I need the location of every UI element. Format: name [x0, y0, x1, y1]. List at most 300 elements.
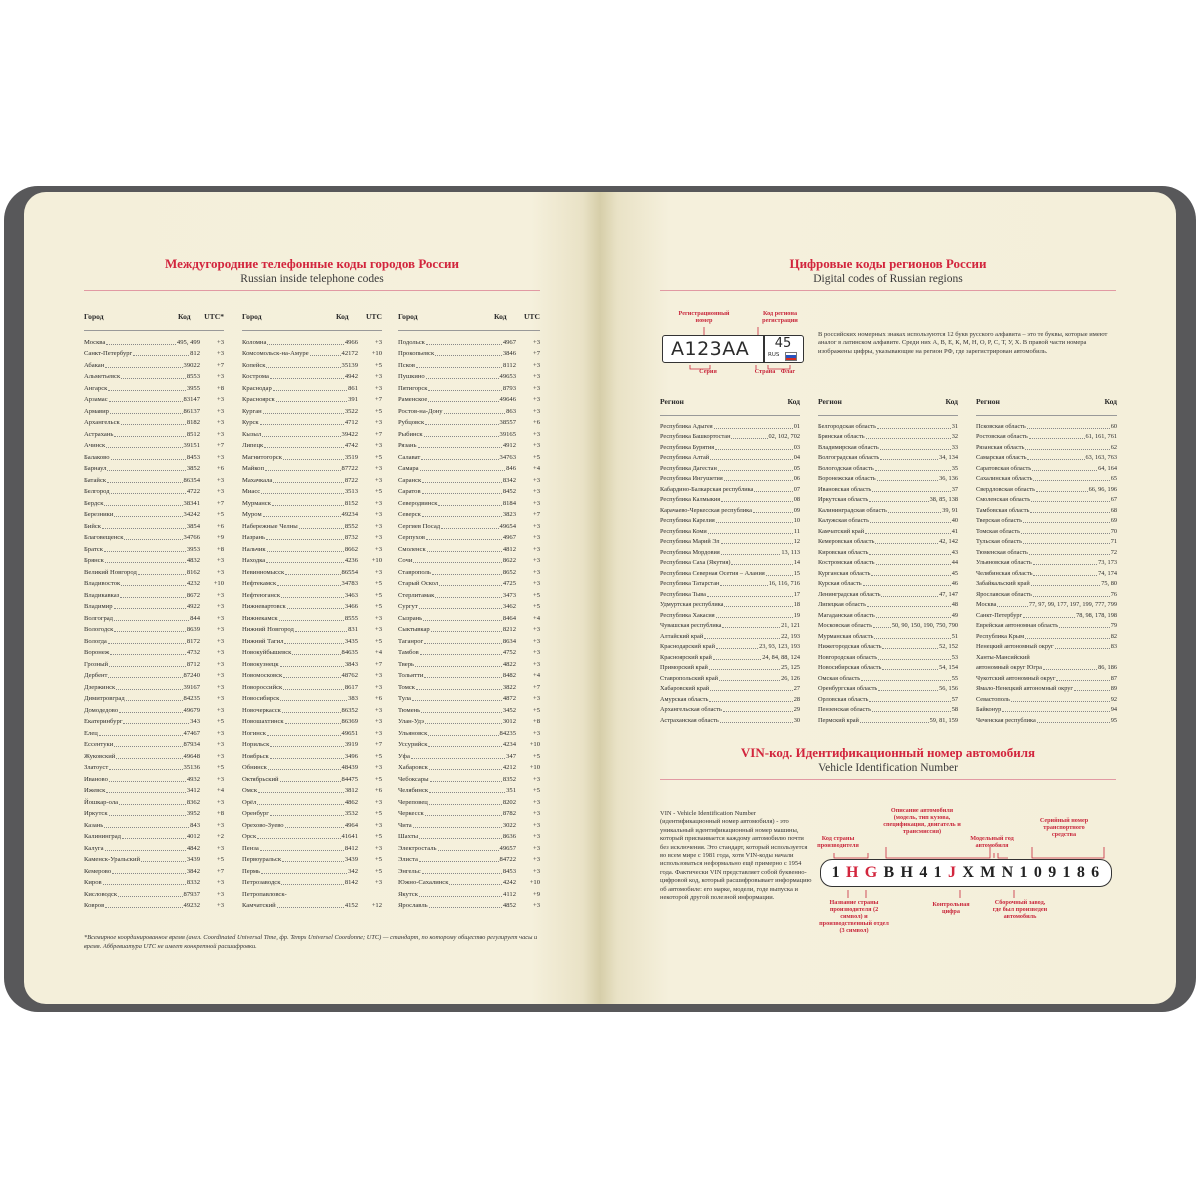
dot-leader — [869, 701, 950, 702]
vin-char: B — [883, 864, 896, 881]
dot-leader — [861, 680, 951, 681]
utc-offset: +3 — [532, 407, 540, 415]
vin-title: VIN-код. Идентификационный номер автомобиля — [740, 745, 1036, 760]
phone-code: 47467 — [183, 729, 200, 737]
phone-code: 87934 — [183, 741, 200, 748]
dot-leader — [427, 551, 502, 552]
region-name: Пензенская область — [818, 706, 871, 713]
utc-footnote: *Всемирное координированное время (англ. Coordinated Universal Time, фр. Temps Universel Coordonne; UTC) — стандарт, по которому общество регулирует часы и время. Аббревиатура UTC не имеет конкретной расшифровки. — [84, 934, 538, 950]
utc-offset: +5 — [532, 453, 540, 461]
dot-leader — [267, 735, 341, 736]
dot-leader — [1021, 533, 1110, 534]
city-name: Екатеринбург — [84, 718, 123, 725]
dot-leader — [280, 666, 344, 667]
table-row — [242, 841, 382, 853]
city-name: Димитровград — [84, 695, 125, 702]
dot-leader — [267, 344, 343, 345]
phone-code: 49651 — [341, 729, 358, 737]
city-name: Ачинск — [84, 442, 106, 449]
dot-leader — [119, 712, 182, 713]
utc-offset: +3 — [532, 637, 540, 645]
region-name: Рязанская область — [976, 443, 1025, 451]
vin-rule — [660, 779, 1116, 780]
dot-leader — [1074, 690, 1110, 691]
table-row — [242, 404, 382, 416]
utc-offset: +3 — [216, 706, 224, 714]
dot-leader — [428, 746, 501, 747]
table-row — [660, 504, 800, 515]
dot-leader — [426, 344, 502, 345]
region-code: 75, 80 — [1101, 580, 1117, 587]
region-code: 34, 134 — [939, 454, 958, 461]
utc-offset: +5 — [374, 752, 382, 760]
city-name: Новомосковск — [242, 672, 283, 679]
table-row — [84, 899, 224, 911]
phone-code: 8732 — [344, 534, 358, 541]
dot-leader — [109, 401, 183, 402]
phone-code: 84235 — [499, 729, 516, 737]
region-code: 04 — [793, 454, 800, 461]
phone-code: 8555 — [344, 614, 358, 622]
utc-offset: +3 — [216, 476, 224, 484]
table-row — [398, 738, 540, 750]
utc-offset: +3 — [216, 396, 224, 403]
city-name: Ростов-на-Дону — [398, 407, 443, 415]
utc-offset: +5 — [374, 488, 382, 495]
table-row — [84, 749, 224, 761]
city-name: Стерлитамак — [398, 591, 435, 599]
city-name: Октябрьский — [242, 775, 279, 783]
phone-code: 8712 — [186, 660, 200, 668]
phone-code: 4912 — [502, 442, 516, 449]
table-row — [84, 542, 224, 554]
region-name: Костромская область — [818, 559, 875, 566]
dot-leader — [122, 838, 186, 839]
region-name: Воронежская область — [818, 475, 876, 482]
region-code: 95 — [1110, 716, 1117, 724]
phone-code: 86554 — [341, 568, 358, 576]
region-code: 49 — [951, 611, 958, 619]
city-name: Южно-Сахалинск — [398, 879, 449, 886]
utc-offset: +3 — [374, 338, 382, 346]
region-name: Санкт-Петербург — [976, 611, 1023, 619]
dot-leader — [124, 539, 182, 540]
table-row — [242, 692, 382, 704]
table-row — [84, 634, 224, 646]
table-row — [976, 441, 1117, 452]
utc-offset: +5 — [532, 706, 540, 714]
dot-leader — [716, 648, 758, 649]
table-row — [242, 531, 382, 543]
phone-code: 351 — [506, 787, 516, 794]
table-row — [242, 427, 382, 439]
region-name: Ивановская область — [818, 485, 872, 493]
table-row — [976, 515, 1117, 526]
phone-code: 3435 — [344, 637, 358, 645]
utc-offset: +3 — [374, 729, 382, 737]
phone-code: 8634 — [502, 637, 516, 645]
region-code: 94 — [1110, 706, 1117, 713]
column-header: Регион Код — [818, 395, 958, 416]
table-row — [84, 795, 224, 807]
utc-offset: +3 — [374, 373, 382, 380]
table-row — [242, 680, 382, 692]
dot-leader — [424, 643, 502, 644]
plate-number: А123АА — [671, 338, 750, 360]
table-row — [660, 588, 800, 599]
table-row — [84, 876, 224, 888]
region-name: Тюменская область — [976, 548, 1028, 556]
phone-code: 8482 — [502, 672, 516, 679]
table-row — [84, 508, 224, 520]
phone-code: 8622 — [502, 557, 516, 564]
dot-leader — [104, 827, 189, 828]
city-name: Нижний Тагил — [242, 637, 284, 645]
utc-offset: +3 — [532, 649, 540, 656]
table-row — [84, 772, 224, 784]
region-name: Астраханская область — [660, 716, 719, 724]
phone-code: 4712 — [344, 419, 358, 426]
city-name: Муром — [242, 511, 262, 518]
dot-leader — [997, 606, 1028, 607]
region-name: Республика Тыва — [660, 590, 706, 598]
utc-offset: +7 — [374, 430, 382, 438]
city-name: Чита — [398, 821, 412, 829]
table-row — [818, 620, 958, 631]
city-name: Тольятти — [398, 672, 424, 679]
phone-code: 8342 — [502, 476, 516, 484]
utc-offset: +3 — [532, 499, 540, 507]
region-name: Байконур — [976, 706, 1002, 713]
utc-offset: +3 — [532, 729, 540, 737]
phone-code: 3842 — [186, 867, 200, 875]
dot-leader — [105, 907, 182, 908]
city-name: Находка — [242, 557, 266, 564]
region-name: Забайкальский край — [976, 580, 1030, 587]
table-row — [976, 567, 1117, 578]
table-row — [398, 715, 540, 727]
table-row — [398, 818, 540, 830]
region-code: 55 — [951, 674, 958, 682]
table-row — [84, 427, 224, 439]
table-row — [976, 683, 1117, 694]
dot-leader — [716, 617, 793, 618]
region-name: Калининградская область — [818, 506, 887, 514]
city-name: Жуковский — [84, 752, 116, 760]
phone-code: 49653 — [499, 373, 516, 380]
utc-offset: +3 — [532, 626, 540, 633]
phone-code: 86352 — [341, 706, 358, 714]
dot-leader — [102, 528, 186, 529]
utc-offset: +3 — [374, 511, 382, 518]
phone-code: 8662 — [344, 545, 358, 553]
table-row — [242, 784, 382, 796]
region-name: Севастополь — [976, 695, 1010, 703]
phone-code: 83147 — [183, 396, 200, 403]
phone-code: 8142 — [344, 879, 358, 886]
utc-offset: +3 — [532, 856, 540, 863]
phone-code: 8172 — [186, 637, 200, 645]
table-row — [976, 557, 1117, 568]
region-code: 31 — [951, 422, 958, 430]
phone-code: 87937 — [183, 890, 200, 898]
phone-code: 84722 — [499, 856, 516, 863]
region-code: 62 — [1110, 443, 1117, 451]
table-row — [818, 693, 958, 704]
table-row — [242, 795, 382, 807]
table-row — [242, 761, 382, 773]
region-code: 10 — [793, 517, 800, 524]
region-name: Новгородская область — [818, 653, 878, 661]
table-row — [660, 536, 800, 547]
dot-leader — [104, 505, 182, 506]
dot-leader — [754, 491, 792, 492]
table-row — [84, 830, 224, 842]
dot-leader — [281, 884, 343, 885]
region-code: 28 — [793, 695, 800, 703]
table-row — [242, 611, 382, 623]
dot-leader — [709, 669, 780, 670]
dot-leader — [1023, 543, 1110, 544]
column-header: Город Код UTC — [242, 310, 382, 331]
phone-code: 8617 — [344, 683, 358, 691]
dot-leader — [707, 596, 793, 597]
dot-leader — [283, 689, 344, 690]
utc-offset: +7 — [532, 683, 540, 691]
city-name: Салават — [398, 453, 421, 461]
dot-leader — [877, 428, 951, 429]
dot-leader — [415, 666, 502, 667]
dot-leader — [422, 482, 502, 483]
phone-code: 3452 — [502, 706, 516, 714]
table-row — [84, 381, 224, 393]
utc-offset: +3 — [532, 430, 540, 438]
phone-code: 8782 — [502, 810, 516, 817]
dot-leader — [874, 638, 950, 639]
dot-leader — [424, 436, 499, 437]
city-name: Домодедово — [84, 706, 119, 714]
dot-leader — [704, 638, 780, 639]
region-name: Вологодская область — [818, 464, 874, 472]
phone-code: 3852 — [186, 465, 200, 472]
phone-code: 4742 — [344, 442, 358, 449]
region-code: 02, 102, 702 — [768, 433, 800, 440]
phone-code: 49648 — [183, 752, 200, 760]
phone-code: 843 — [190, 821, 200, 829]
utc-offset: +3 — [374, 476, 382, 484]
dot-leader — [1023, 522, 1110, 523]
dot-leader — [310, 355, 341, 356]
city-name: Пенза — [242, 844, 259, 852]
region-code: 51 — [951, 632, 958, 640]
phone-code: 8722 — [344, 476, 358, 484]
region-code: 68 — [1110, 506, 1117, 514]
vin-char: J — [947, 864, 957, 881]
region-name: Ярославская область — [976, 590, 1032, 598]
table-row — [84, 370, 224, 382]
region-name: Пермский край — [818, 716, 859, 724]
region-code: 53 — [951, 653, 958, 661]
utc-offset: +7 — [216, 442, 224, 449]
phone-code: 8793 — [502, 384, 516, 392]
region-name: Мурманская область — [818, 632, 874, 640]
phone-code: 8453 — [502, 867, 516, 875]
phone-code: 343 — [190, 718, 200, 725]
region-code: 63, 163, 763 — [1085, 454, 1117, 461]
dot-leader — [116, 758, 182, 759]
table-row — [976, 704, 1117, 715]
dot-leader — [138, 574, 186, 575]
city-name: Нижневартовск — [242, 603, 286, 610]
phone-code: 3822 — [502, 683, 516, 691]
vin-label-serial: Серийный номер транспортного средства — [1039, 817, 1089, 838]
phone-codes-column-1 — [84, 310, 224, 910]
utc-offset: +3 — [216, 775, 224, 783]
dot-leader — [107, 470, 185, 471]
table-row — [818, 536, 958, 547]
utc-offset: +3 — [374, 442, 382, 449]
table-row — [660, 441, 800, 452]
city-name: Махачкала — [242, 476, 273, 484]
table-row — [660, 431, 800, 442]
dot-leader — [266, 562, 344, 563]
city-name: Сызрань — [398, 614, 423, 622]
region-code: 16, 116, 716 — [768, 580, 800, 587]
region-name: Архангельская область — [660, 706, 722, 713]
dot-leader — [429, 792, 505, 793]
region-name: Липецкая область — [818, 601, 866, 608]
dot-leader — [1023, 617, 1075, 618]
dot-leader — [428, 735, 498, 736]
city-name: Новосибирск — [242, 695, 280, 702]
dot-leader — [282, 861, 344, 862]
city-name: Барнаул — [84, 465, 107, 472]
table-row — [818, 651, 958, 662]
dot-leader — [714, 428, 793, 429]
city-name: Сыктывкар — [398, 626, 430, 633]
region-codes-column-2 — [818, 395, 958, 725]
phone-code: 86354 — [183, 476, 200, 484]
table-row — [398, 634, 540, 646]
table-row — [242, 623, 382, 635]
region-code: 57 — [951, 695, 958, 703]
city-name: Нефтеюганск — [242, 591, 281, 599]
region-name: Московская область — [818, 622, 872, 629]
dot-leader — [429, 769, 502, 770]
utc-offset: +3 — [532, 833, 540, 840]
utc-offset: +7 — [532, 511, 540, 518]
city-name: Камчатский — [242, 902, 276, 909]
phone-code: 3466 — [344, 603, 358, 610]
dot-leader — [1036, 491, 1088, 492]
dot-leader — [114, 436, 185, 437]
table-row — [242, 508, 382, 520]
region-code: 66, 96, 196 — [1088, 485, 1117, 493]
utc-offset: +3 — [216, 373, 224, 380]
phone-code: 4842 — [186, 844, 200, 852]
dot-leader — [875, 543, 938, 544]
table-row — [976, 504, 1117, 515]
table-row — [84, 588, 224, 600]
city-name: Вологда — [84, 637, 107, 645]
plate-label-country: Страна — [754, 368, 776, 375]
phone-code: 4752 — [502, 649, 516, 656]
vin-char: 6 — [1091, 864, 1101, 881]
dot-leader — [285, 574, 340, 575]
table-row — [976, 630, 1117, 641]
plate-label-number: Регистрационный номер — [678, 310, 730, 324]
dot-leader — [710, 690, 793, 691]
city-name: Нефтекамск — [242, 580, 277, 587]
utc-offset: +3 — [216, 338, 224, 346]
utc-offset: +5 — [374, 867, 382, 875]
dot-leader — [888, 512, 941, 513]
utc-offset: +3 — [532, 695, 540, 702]
region-code: 71 — [1110, 538, 1117, 545]
table-row — [818, 431, 958, 442]
table-row — [398, 600, 540, 612]
dot-leader — [439, 585, 502, 586]
table-row — [398, 841, 540, 853]
region-code: 87 — [1110, 674, 1117, 682]
dot-leader — [435, 597, 502, 598]
utc-offset: +3 — [216, 890, 224, 898]
utc-offset: +10 — [371, 350, 382, 357]
table-row — [398, 761, 540, 773]
city-name: Нижнекамск — [242, 614, 278, 622]
city-name: Череповец — [398, 798, 428, 806]
phone-code: 39167 — [183, 683, 200, 691]
dot-leader — [421, 459, 498, 460]
phone-code: 35139 — [341, 361, 358, 369]
table-row — [84, 669, 224, 681]
dot-leader — [721, 501, 793, 502]
table-row — [660, 483, 800, 494]
dot-leader — [724, 606, 792, 607]
table-row — [660, 515, 800, 526]
region-code: 38, 85, 138 — [929, 496, 958, 503]
table-row — [242, 370, 382, 382]
phone-code: 8162 — [186, 568, 200, 576]
dot-leader — [1032, 470, 1097, 471]
region-name: Калужская область — [818, 517, 869, 524]
dot-leader — [420, 654, 502, 655]
utc-offset: +5 — [216, 764, 224, 771]
city-name: Уссурийск — [398, 741, 428, 748]
vin-label-plant: Сборочный завод, где был произведен автомобиль — [992, 899, 1048, 920]
region-code: 21, 121 — [781, 622, 800, 629]
city-name: Старый Оскол — [398, 580, 439, 587]
city-name: Ессентуки — [84, 741, 114, 748]
dot-leader — [709, 701, 792, 702]
phone-code: 3953 — [186, 545, 200, 553]
table-row — [818, 525, 958, 536]
dot-leader — [421, 712, 502, 713]
city-name: Новокузнецк — [242, 660, 279, 668]
utc-offset: +5 — [532, 591, 540, 599]
dot-leader — [860, 722, 929, 723]
table-row — [976, 599, 1117, 610]
utc-offset: +3 — [374, 821, 382, 829]
phone-code: 8553 — [186, 373, 200, 380]
utc-offset: +5 — [374, 810, 382, 817]
table-row — [818, 420, 958, 431]
utc-offset: +8 — [216, 810, 224, 817]
dot-leader — [273, 390, 347, 391]
dot-leader — [261, 493, 344, 494]
city-name: Иркутск — [84, 810, 108, 817]
dot-leader — [438, 505, 501, 506]
